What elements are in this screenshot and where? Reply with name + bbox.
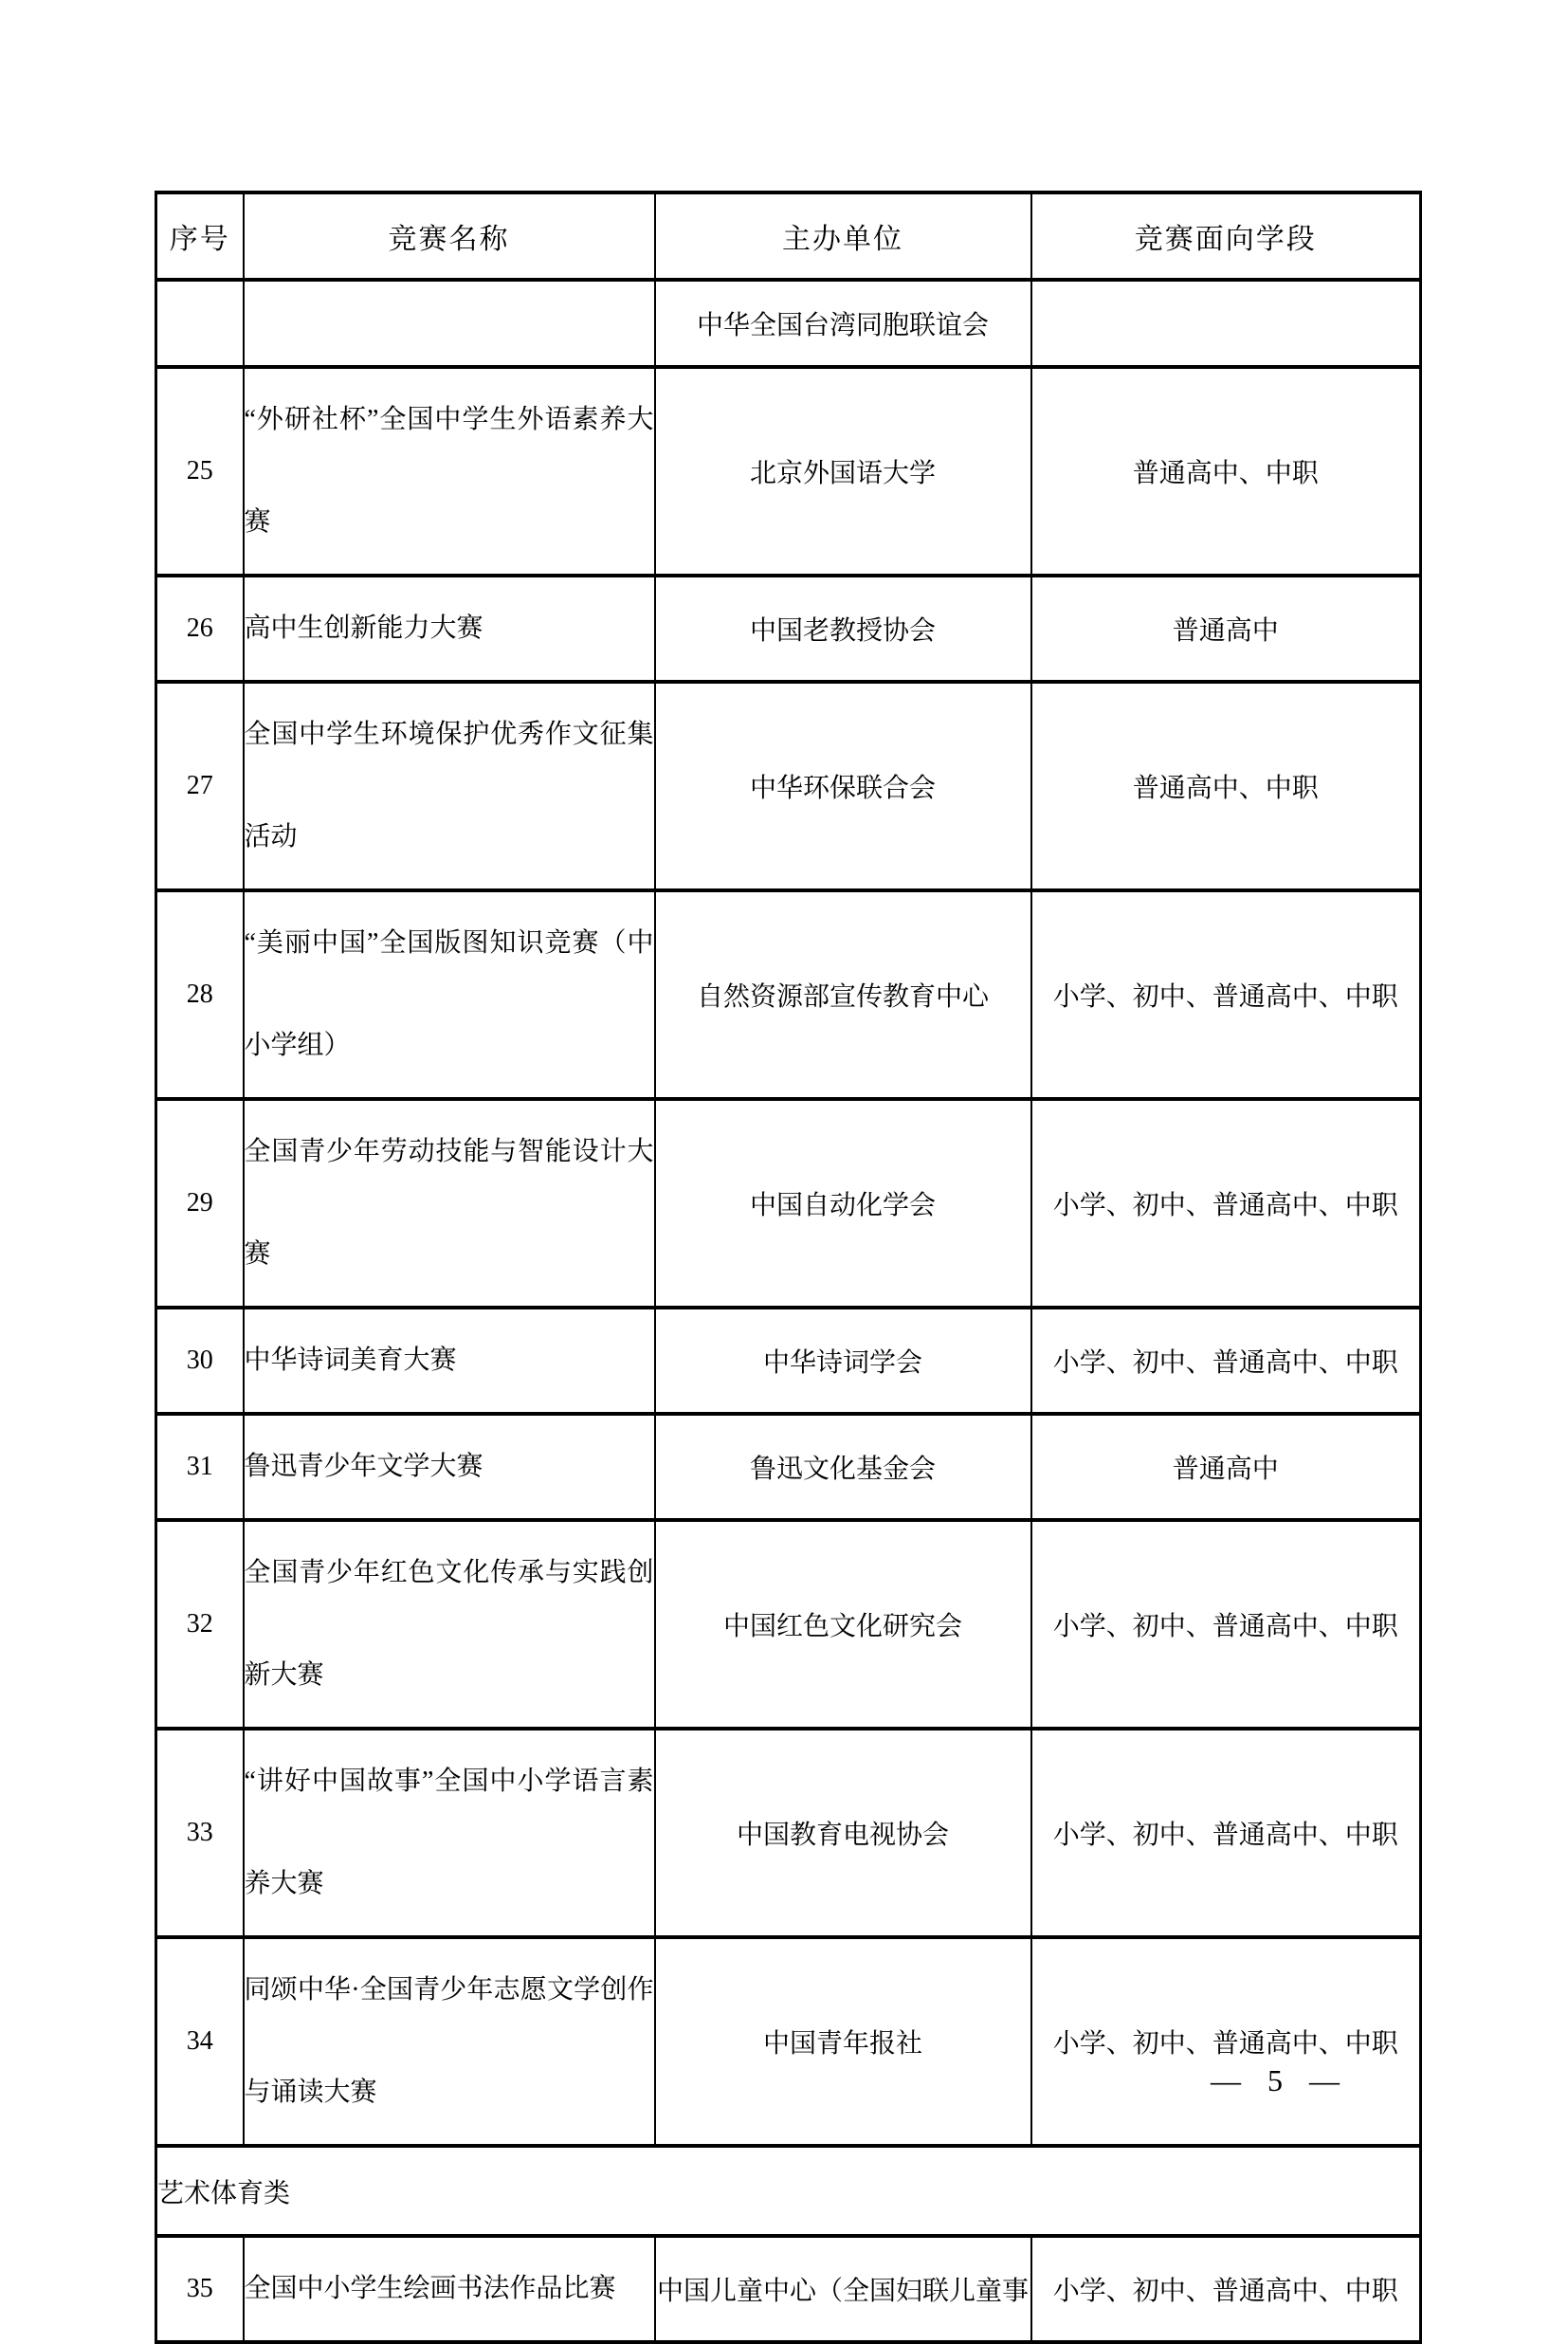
table-row — [156, 1729, 1421, 1937]
target-stage-cell — [1031, 280, 1421, 367]
table-row — [156, 576, 1421, 682]
competition-name-cell: “美丽中国”全国版图知识竞赛（中小学组） — [244, 890, 655, 1099]
serial-number-cell: 28 — [156, 890, 244, 1099]
organizer-cell: 中国自动化学会 — [655, 1099, 1031, 1308]
organizer-cell: 中国教育电视协会 — [655, 1729, 1031, 1937]
competition-name-cell: 全国中学生环境保护优秀作文征集活动 — [244, 682, 655, 890]
competition-name-cell: 全国青少年劳动技能与智能设计大赛 — [244, 1099, 655, 1308]
table-row — [156, 1308, 1421, 1414]
section-label: 艺术体育类 — [156, 2146, 1421, 2236]
table-row — [156, 367, 1421, 576]
header-organizer: 主办单位 — [655, 192, 1031, 280]
organizer-cell: 中国老教授协会 — [655, 576, 1031, 682]
serial-number-cell: 33 — [156, 1729, 244, 1937]
target-stage-cell: 普通高中、中职 — [1031, 367, 1421, 576]
table-row — [156, 280, 1421, 367]
serial-number-cell: 30 — [156, 1308, 244, 1414]
serial-number-cell — [156, 280, 244, 367]
competition-name-cell: “讲好中国故事”全国中小学语言素养大赛 — [244, 1729, 655, 1937]
target-stage-cell: 普通高中 — [1031, 1414, 1421, 1520]
serial-number-cell: 25 — [156, 367, 244, 576]
table-body — [156, 280, 1421, 2342]
organizer-cell: 自然资源部宣传教育中心 — [655, 890, 1031, 1099]
table-row — [156, 682, 1421, 890]
competition-name-cell: 全国青少年红色文化传承与实践创新大赛 — [244, 1520, 655, 1729]
target-stage-cell: 普通高中、中职 — [1031, 682, 1421, 890]
organizer-cell: 北京外国语大学 — [655, 367, 1031, 576]
target-stage-cell: 小学、初中、普通高中、中职 — [1031, 2236, 1421, 2342]
serial-number-cell: 32 — [156, 1520, 244, 1729]
competition-table — [155, 191, 1422, 2344]
header-target-stage: 竞赛面向学段 — [1031, 192, 1421, 280]
target-stage-cell: 小学、初中、普通高中、中职 — [1031, 1099, 1421, 1308]
header-competition-name: 竞赛名称 — [244, 192, 655, 280]
table-row — [156, 1414, 1421, 1520]
serial-number-cell: 27 — [156, 682, 244, 890]
target-stage-cell: 小学、初中、普通高中、中职 — [1031, 1308, 1421, 1414]
table-row — [156, 1099, 1421, 1308]
target-stage-cell: 小学、初中、普通高中、中职 — [1031, 890, 1421, 1099]
serial-number-cell: 31 — [156, 1414, 244, 1520]
organizer-cell: 中华诗词学会 — [655, 1308, 1031, 1414]
table-row — [156, 1937, 1421, 2146]
target-stage-cell: 小学、初中、普通高中、中职 — [1031, 1520, 1421, 1729]
table-header-row — [156, 192, 1421, 280]
organizer-cell: 中华全国台湾同胞联谊会 — [655, 280, 1031, 367]
organizer-cell: 中国红色文化研究会 — [655, 1520, 1031, 1729]
serial-number-cell: 29 — [156, 1099, 244, 1308]
header-serial-number: 序号 — [156, 192, 244, 280]
competition-name-cell: 高中生创新能力大赛 — [244, 576, 655, 682]
competition-name-cell: 中华诗词美育大赛 — [244, 1308, 655, 1414]
organizer-cell: 鲁迅文化基金会 — [655, 1414, 1031, 1520]
target-stage-cell: 普通高中 — [1031, 576, 1421, 682]
competition-name-cell: 全国中小学生绘画书法作品比赛 — [244, 2236, 655, 2342]
serial-number-cell: 35 — [156, 2236, 244, 2342]
organizer-cell: 中国儿童中心（全国妇联儿童事 — [655, 2236, 1031, 2342]
table-row — [156, 2236, 1421, 2342]
table-row — [156, 890, 1421, 1099]
serial-number-cell: 26 — [156, 576, 244, 682]
competition-name-cell: 鲁迅青少年文学大赛 — [244, 1414, 655, 1520]
competition-name-cell: 同颂中华·全国青少年志愿文学创作与诵读大赛 — [244, 1937, 655, 2146]
target-stage-cell: 小学、初中、普通高中、中职 — [1031, 1937, 1421, 2146]
section-row — [156, 2146, 1421, 2236]
organizer-cell: 中国青年报社 — [655, 1937, 1031, 2146]
competition-name-cell: “外研社杯”全国中学生外语素养大赛 — [244, 367, 655, 576]
competition-name-cell — [244, 280, 655, 367]
page-number: — 5 — — [1211, 2063, 1340, 2097]
table-row — [156, 1520, 1421, 1729]
organizer-cell: 中华环保联合会 — [655, 682, 1031, 890]
serial-number-cell: 34 — [156, 1937, 244, 2146]
target-stage-cell: 小学、初中、普通高中、中职 — [1031, 1729, 1421, 1937]
